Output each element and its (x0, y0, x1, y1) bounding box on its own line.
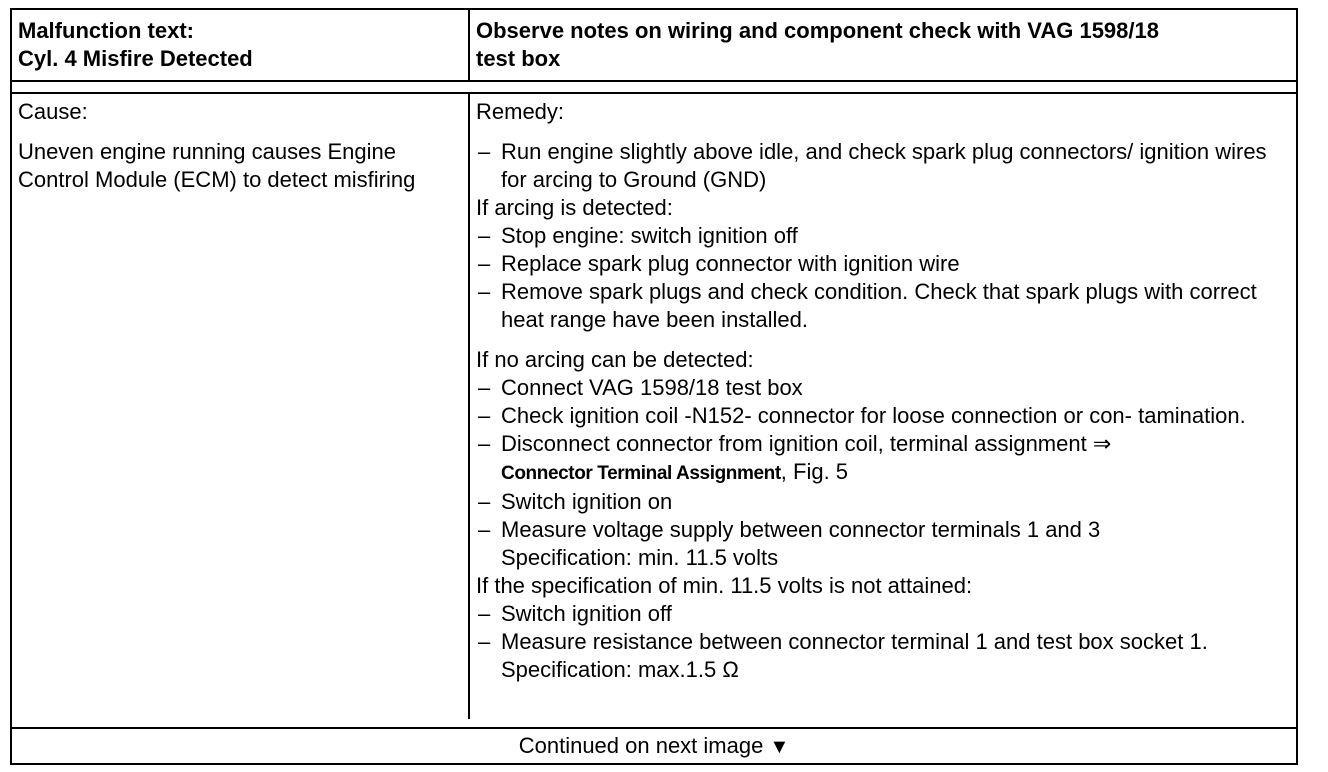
notes-line-2: test box (476, 46, 561, 71)
remedy-step: – Run engine slightly above idle, and check spark plug connectors/ ignition wires for arcing to Ground (GND) (478, 139, 1267, 192)
continued-text: Continued on next image (518, 733, 764, 758)
remedy-step: – Connect VAG 1598/18 test box (478, 375, 803, 400)
cause-cell (12, 92, 470, 719)
remedy-step: – Switch ignition off (478, 601, 672, 626)
down-arrow-icon: ▼ (769, 736, 790, 758)
notes-line-1: Observe notes on wiring and component check with VAG 1598/18 (476, 18, 1159, 43)
remedy-label: Remedy: (476, 99, 565, 124)
header-malfunction-cell (12, 10, 470, 80)
remedy-step: – Switch ignition on (478, 489, 673, 514)
malfunction-title: Cyl. 4 Misfire Detected (18, 46, 253, 71)
malfunction-table (10, 8, 1298, 765)
malfunction-label: Malfunction text: (18, 18, 194, 43)
table-body (12, 92, 1296, 719)
remedy-step: – Check ignition coil -N152- connector for loose connection or con- tamination. (478, 403, 1246, 428)
remedy-step: – Disconnect connector from ignition coil, terminal assignment ⇒ Connector Terminal Assignment, Fig. 5 (478, 431, 1112, 484)
remedy-step: – Remove spark plugs and check condition. Check that spark plugs with correct heat range have been installed. (478, 279, 1257, 332)
table-header (12, 10, 1296, 82)
header-notes-cell (470, 10, 1296, 80)
continued-footer (12, 727, 1296, 763)
connector-assignment-link[interactable]: Connector Terminal Assignment (501, 463, 781, 484)
spec-heading: If the specification of min. 11.5 volts is not attained: (476, 573, 973, 598)
no-arcing-heading: If no arcing can be detected: (476, 347, 754, 372)
remedy-cell (470, 92, 1296, 719)
arcing-heading: If arcing is detected: (476, 195, 673, 220)
remedy-step: – Stop engine: switch ignition off (478, 223, 798, 248)
cause-text: Uneven engine running causes Engine Control Module (ECM) to detect misfiring (18, 139, 416, 192)
remedy-step: – Measure resistance between connector terminal 1 and test box socket 1. Specification: max.1.5 Ω (478, 629, 1208, 682)
remedy-step: – Measure voltage supply between connector terminals 1 and 3 Specification: min. 11.5 volts (478, 517, 1101, 570)
remedy-step: – Replace spark plug connector with ignition wire (478, 251, 960, 276)
cause-label: Cause: (18, 99, 88, 124)
